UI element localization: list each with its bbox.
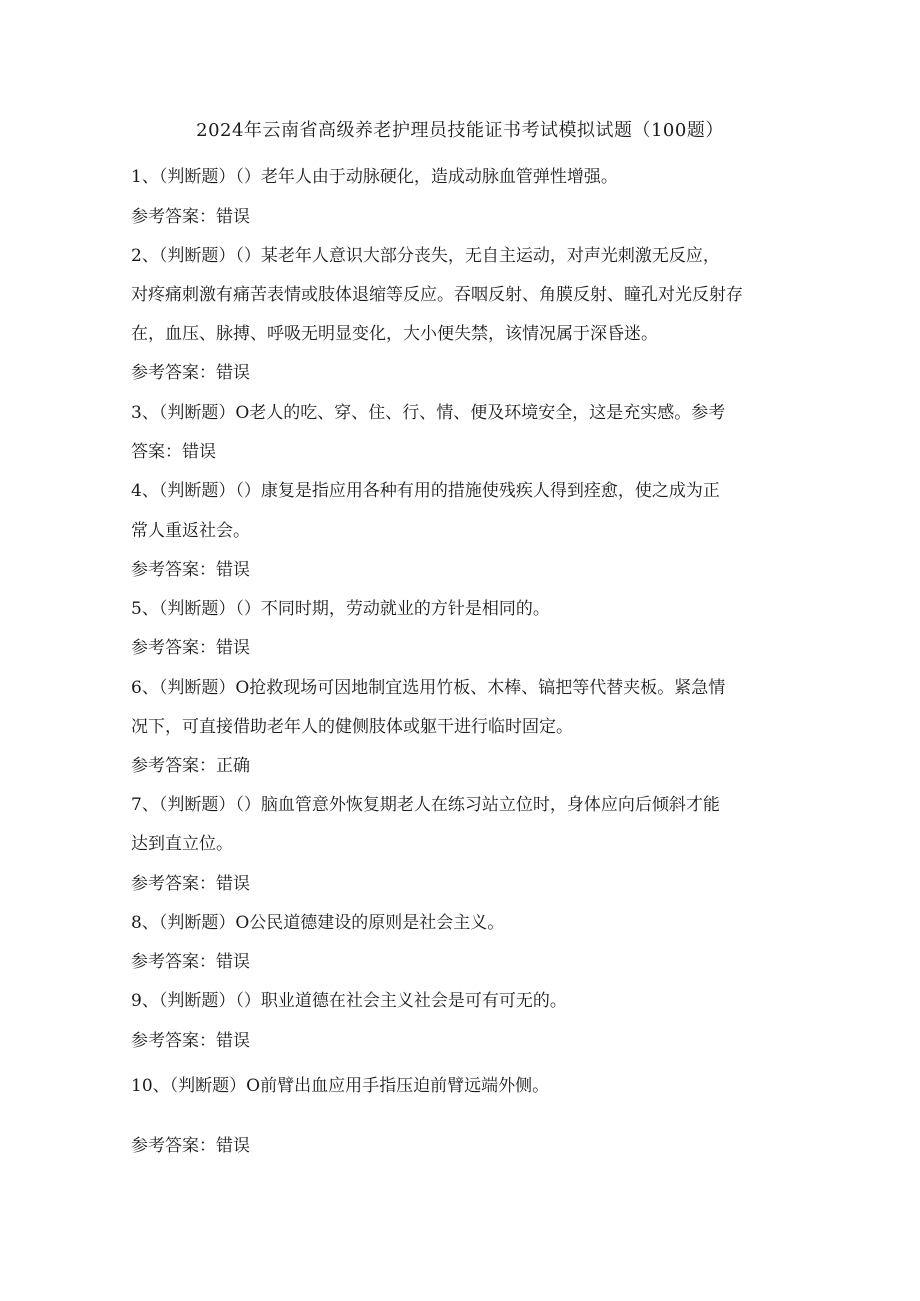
answer-4: 参考答案：错误 — [131, 560, 250, 580]
question-6-text-line-1: 6、（判断题）O抢救现场可因地制宜选用竹板、木棒、镐把等代替夹板。紧急情 — [131, 678, 726, 698]
question-7-text-line-2: 达到直立位。 — [131, 834, 233, 854]
question-4-text-line-1: 4、（判断题）（）康复是指应用各种有用的措施使残疾人得到痊愈，使之成为正 — [131, 481, 720, 501]
answer-7: 参考答案：错误 — [131, 874, 250, 894]
question-1-text: 1、（判断题）（）老年人由于动脉硬化，造成动脉血管弹性增强。 — [131, 167, 618, 187]
question-6-text-line-2: 况下，可直接借助老年人的健侧肢体或躯干进行临时固定。 — [131, 717, 573, 737]
page-title: 2024年云南省高级养老护理员技能证书考试模拟试题（100题） — [196, 120, 724, 141]
question-4-text-line-2: 常人重返社会。 — [131, 521, 250, 541]
answer-8: 参考答案：错误 — [131, 952, 250, 972]
answer-5: 参考答案：错误 — [131, 638, 250, 658]
question-5-text: 5、（判断题）（）不同时期，劳动就业的方针是相同的。 — [131, 599, 550, 619]
question-3-text-line-2: 答案：错误 — [131, 442, 216, 462]
answer-2: 参考答案：错误 — [131, 363, 250, 383]
answer-10: 参考答案：错误 — [131, 1136, 250, 1156]
question-2-text-line-3: 在，血压、脉搏、呼吸无明显变化，大小便失禁，该情况属于深昏迷。 — [131, 324, 658, 344]
question-2-text-line-1: 2、（判断题）（）某老年人意识大部分丧失，无自主运动，对声光刺激无反应， — [131, 246, 720, 266]
question-7-text-line-1: 7、（判断题）（）脑血管意外恢复期老人在练习站立位时，身体应向后倾斜才能 — [131, 795, 720, 815]
question-8-text: 8、（判断题）O公民道德建设的原则是社会主义。 — [131, 913, 505, 933]
question-10-text: 10、（判断题）O前臂出血应用手指压迫前臂远端外侧。 — [131, 1076, 550, 1096]
question-9-text: 9、（判断题）（）职业道德在社会主义社会是可有可无的。 — [131, 991, 567, 1011]
answer-6: 参考答案：正确 — [131, 756, 250, 776]
question-3-text-line-1: 3、（判断题）O老人的吃、穿、住、行、情、便及环境安全，这是充实感。参考 — [131, 403, 726, 423]
answer-9: 参考答案：错误 — [131, 1031, 250, 1051]
question-2-text-line-2: 对疼痛刺激有痛苦表情或肢体退缩等反应。吞咽反射、角膜反射、瞳孔对光反射存 — [131, 285, 743, 305]
answer-1: 参考答案：错误 — [131, 207, 250, 227]
